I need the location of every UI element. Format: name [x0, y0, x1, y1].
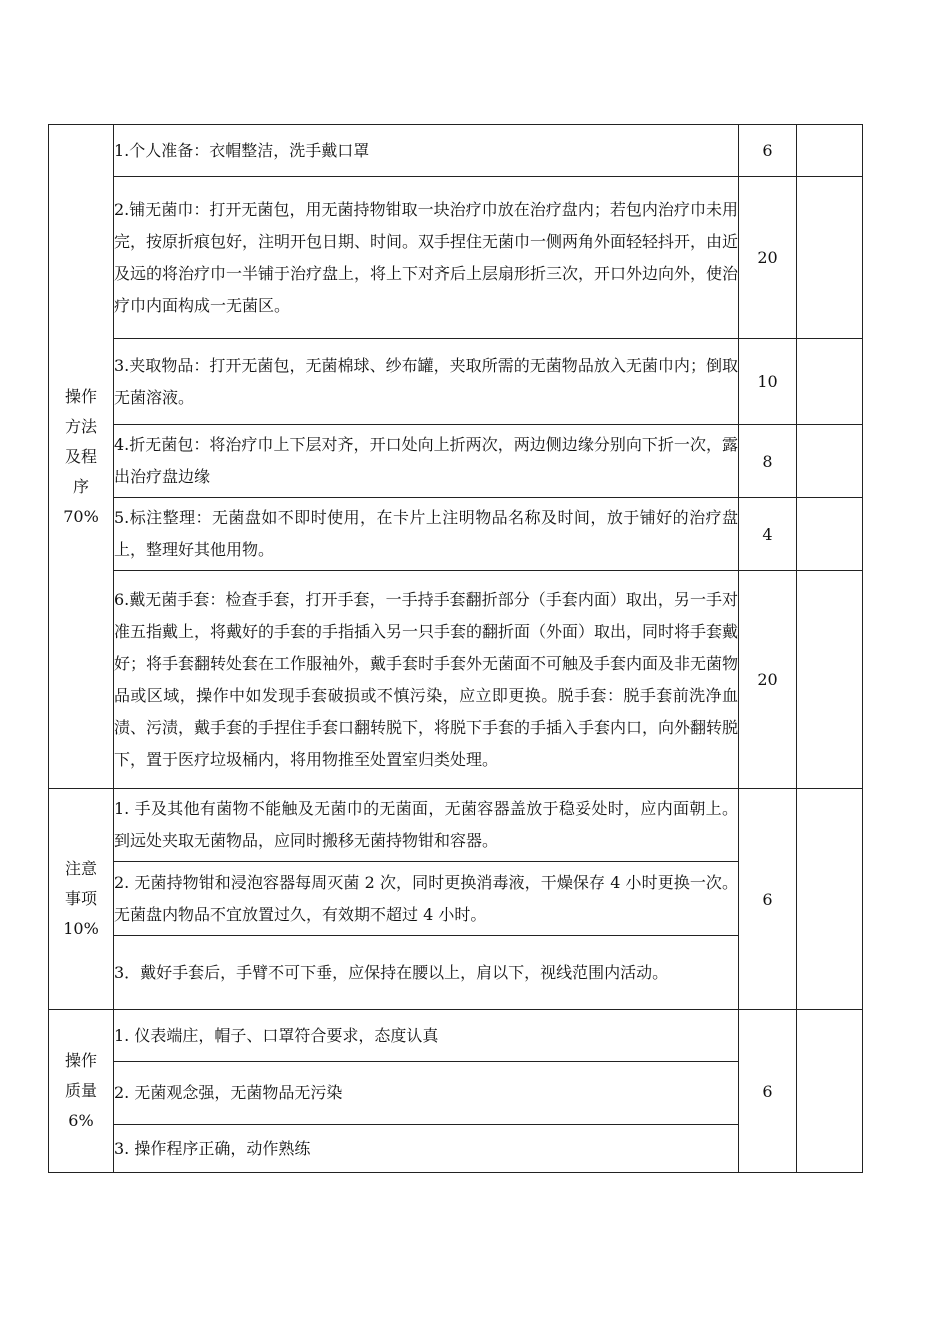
- table-row: [49, 339, 863, 425]
- deduction-cell: [797, 498, 863, 571]
- item-score: 20: [739, 571, 797, 789]
- item-text: 6.戴无菌手套：检查手套，打开手套，一手持手套翻折部分（手套内面）取出，另一手对准五指戴上，将戴好的手套的手指插入另一只手套的翻折面（外面）取出，同时将手套戴好；将手套翻转处套在工作服袖外，戴手套时手套外无菌面不可触及手套内面及非无菌物品或区域，操作中如发现手套破损或不慎污染，应立即更换。脱手套：脱手套前洗净血渍、污渍，戴手套的手捏住手套口翻转脱下，将脱下手套的手插入手套内口，向外翻转脱下，置于医疗垃圾桶内，将用物推至处置室归类处理。: [114, 571, 739, 789]
- deduction-cell: [797, 125, 863, 177]
- section-label-notes: 注意 事项 10%: [49, 789, 114, 1010]
- item-score: 8: [739, 425, 797, 498]
- table-row: [49, 1010, 863, 1062]
- item-score: 4: [739, 498, 797, 571]
- item-text: 2.铺无菌巾：打开无菌包，用无菌持物钳取一块治疗巾放在治疗盘内；若包内治疗巾未用完，按原折痕包好，注明开包日期、时间。双手捏住无菌巾一侧两角外面轻轻抖开，由近及远的将治疗巾一半铺于治疗盘上，将上下对齐后上层扇形折三次，开口外边向外，使治疗巾内面构成一无菌区。: [114, 177, 739, 339]
- deduction-cell: [797, 789, 863, 1010]
- item-text: 4.折无菌包：将治疗巾上下层对齐，开口处向上折两次，两边侧边缘分别向下折一次，露出治疗盘边缘: [114, 425, 739, 498]
- deduction-cell: [797, 571, 863, 789]
- section-label-quality: 操作 质量 6%: [49, 1010, 114, 1173]
- section-label-procedure: 操作 方法 及程 序 70%: [49, 125, 114, 789]
- deduction-cell: [797, 1010, 863, 1173]
- item-text: 1. 手及其他有菌物不能触及无菌巾的无菌面，无菌容器盖放于稳妥处时，应内面朝上。到远处夹取无菌物品，应同时搬移无菌持物钳和容器。: [114, 789, 739, 862]
- item-score: 10: [739, 339, 797, 425]
- scoring-table: [48, 124, 863, 1173]
- item-text: 2. 无菌观念强，无菌物品无污染: [114, 1062, 739, 1125]
- table-row: [49, 425, 863, 498]
- item-score: 20: [739, 177, 797, 339]
- table-row: [49, 125, 863, 177]
- deduction-cell: [797, 177, 863, 339]
- table-row: [49, 571, 863, 789]
- item-text: 3．戴好手套后，手臂不可下垂，应保持在腰以上，肩以下，视线范围内活动。: [114, 936, 739, 1010]
- item-text: 3. 操作程序正确，动作熟练: [114, 1125, 739, 1173]
- item-text: 5.标注整理：无菌盘如不即时使用，在卡片上注明物品名称及时间，放于铺好的治疗盘上，整理好其他用物。: [114, 498, 739, 571]
- section-score: 6: [739, 1010, 797, 1173]
- item-text: 1.个人准备：衣帽整洁，洗手戴口罩: [114, 125, 739, 177]
- table-row: [49, 789, 863, 862]
- deduction-cell: [797, 425, 863, 498]
- item-score: 6: [739, 125, 797, 177]
- section-score: 6: [739, 789, 797, 1010]
- table-row: [49, 498, 863, 571]
- table-row: [49, 177, 863, 339]
- item-text: 3.夹取物品：打开无菌包，无菌棉球、纱布罐，夹取所需的无菌物品放入无菌巾内；倒取无菌溶液。: [114, 339, 739, 425]
- item-text: 2. 无菌持物钳和浸泡容器每周灭菌 2 次，同时更换消毒液，干燥保存 4 小时更换一次。无菌盘内物品不宜放置过久，有效期不超过 4 小时。: [114, 862, 739, 936]
- item-text: 1. 仪表端庄，帽子、口罩符合要求，态度认真: [114, 1010, 739, 1062]
- deduction-cell: [797, 339, 863, 425]
